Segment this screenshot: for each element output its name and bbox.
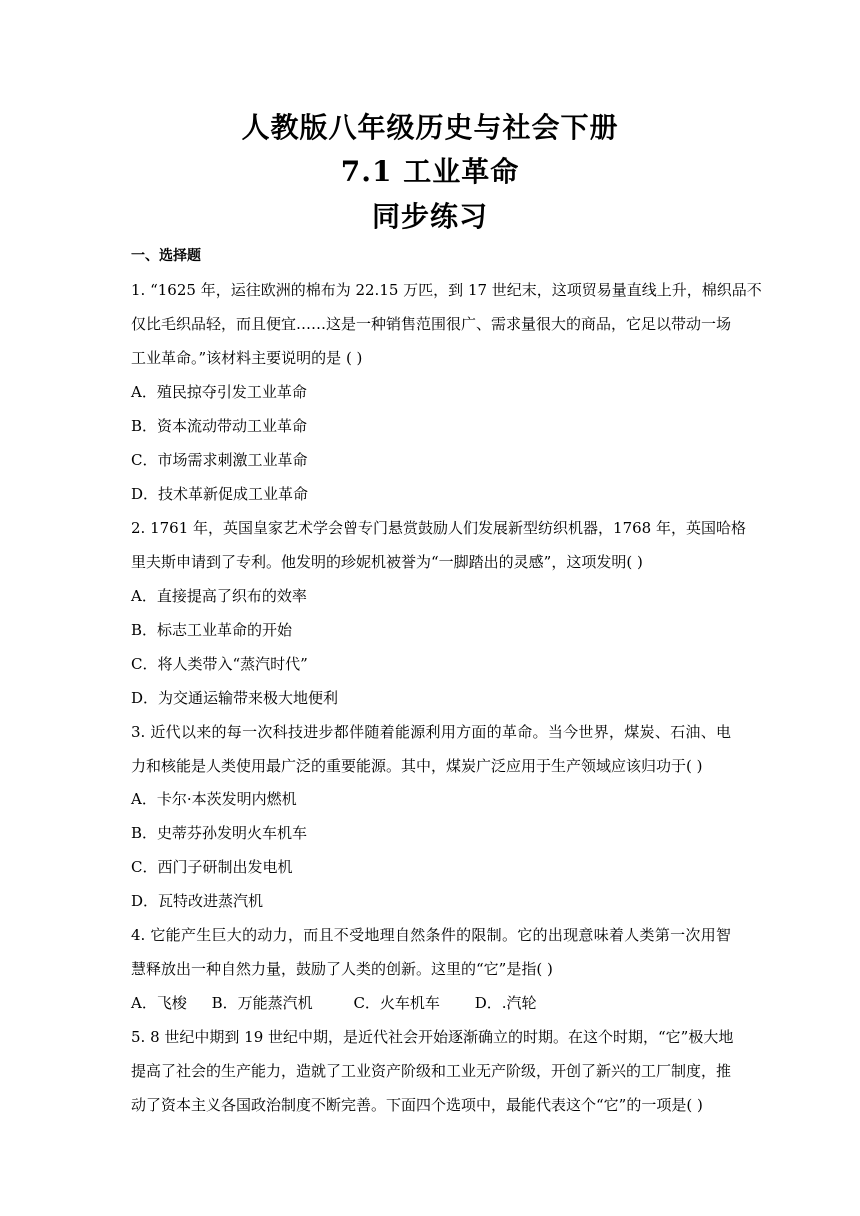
question-1-line-2: 仅比毛织品轻，而且便宜……这是一种销售范围很广、需求量很大的商品，它足以带动一场 [131,315,732,333]
question-3-option-b: B．史蒂芬孙发明火车机车 [131,824,308,842]
question-1-option-b: B．资本流动带动工业革命 [131,417,308,435]
lesson-title: 7.1 工业革命 [340,155,520,188]
question-1-option-c: C．市场需求刺激工业革命 [131,451,308,469]
question-3-option-d: D．瓦特改进蒸汽机 [131,892,264,910]
question-4-option-d: D．.汽轮 [474,994,537,1012]
question-5-line-1: 5. 8 世纪中期到 19 世纪中期，是近代社会开始逐渐确立的时期。在这个时期，“它”极大地 [131,1028,734,1046]
section-heading: 一、选择题 [131,248,201,264]
question-2-option-c: C．将人类带入“蒸汽时代” [131,655,308,673]
question-5-line-2: 提高了社会的生产能力，造就了工业资产阶级和工业无产阶级，开创了新兴的工厂制度，推 [131,1062,732,1080]
question-1-option-a: A．殖民掠夺引发工业革命 [131,383,307,401]
question-3-option-c: C．西门子研制出发电机 [131,858,293,876]
question-4-line-2: 慧释放出一种自然力量，鼓励了人类的创新。这里的“它”是指( ) [131,960,553,978]
question-4-option-a: A．飞梭 [131,994,187,1012]
question-2-line-1: 2. 1761 年，英国皇家艺术学会曾专门悬赏鼓励人们发展新型纺织机器，1768 年，英国哈格 [131,519,746,537]
question-2-option-d: D．为交通运输带来极大地便利 [131,689,339,707]
question-3-line-2: 力和核能是人类使用最广泛的重要能源。其中，煤炭广泛应用于生产领域应该归功于( ) [131,757,703,775]
question-2-option-b: B．标志工业革命的开始 [131,621,293,639]
question-4-line-1: 4. 它能产生巨大的动力，而且不受地理自然条件的限制。它的出现意味着人类第一次用智 [131,926,731,944]
doc-title: 人教版八年级历史与社会下册 [241,111,619,144]
question-2-option-a: A．直接提高了织布的效率 [131,587,307,605]
question-1-option-d: D．技术革新促成工业革命 [131,485,309,503]
question-5-line-3: 动了资本主义各国政治制度不断完善。下面四个选项中，最能代表这个“它”的一项是( ) [131,1096,703,1114]
question-2-line-2: 里夫斯申请到了专利。他发明的珍妮机被誉为“一脚踏出的灵感”，这项发明( ) [131,553,643,571]
question-4-options-row [131,992,731,1014]
question-3-line-1: 3. 近代以来的每一次科技进步都伴随着能源利用方面的革命。当今世界，煤炭、石油、电 [131,723,731,741]
question-3-option-a: A．卡尔·本茨发明内燃机 [131,790,297,808]
question-4-option-b: B．万能蒸汽机 [211,994,313,1012]
question-1-line-3: 工业革命。”该材料主要说明的是 ( ) [131,349,363,367]
question-4-option-c: C．火车机车 [353,994,440,1012]
exercise-title: 同步练习 [371,200,488,233]
question-1-line-1: 1. “1625 年，运往欧洲的棉布为 22.15 万匹，到 17 世纪末，这项贸易量直线上升，棉织品不 [131,281,762,299]
